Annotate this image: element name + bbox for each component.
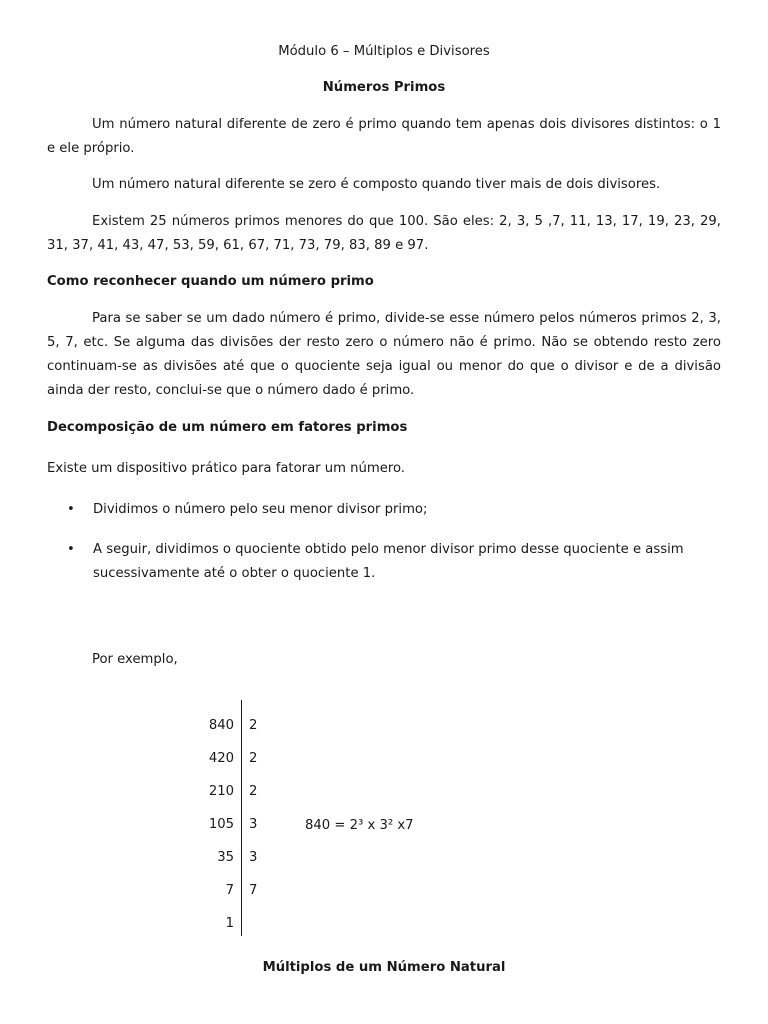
primes-list-paragraph: Existem 25 números primos menores do que 100. São eles: 2, 3, 5 ,7, 11, 13, 17, 19, 23, 29, 31, 37, 41, 43, 47, 53, 59, 61, 67, 71, 73, 79, 83, 89 e 97. [47,214,721,253]
decomposition-intro: Existe um dispositivo prático para fatorar um número. [47,461,406,476]
factor-row-number: 840 [208,718,234,733]
bullet-icon: • [67,542,75,557]
factor-row [142,714,342,738]
list-item-text: A seguir, dividimos o quociente obtido pelo menor divisor primo desse quociente e assim sucessivamente até o obter o quociente 1. [93,542,684,581]
factor-row-number: 35 [217,850,234,865]
factor-row-number: 420 [208,751,234,766]
factor-row-divisor: 2 [249,751,258,766]
list-item [47,538,721,586]
list-item [47,498,721,522]
factor-row-number: 105 [208,817,234,832]
factor-row-number: 1 [225,916,234,931]
factor-row [142,912,342,936]
factor-row [142,879,342,903]
factor-row [142,846,342,870]
factor-row-divisor: 2 [249,784,258,799]
composite-definition-paragraph: Um número natural diferente se zero é composto quando tiver mais de dois divisores. [92,177,661,192]
bullet-icon: • [67,502,75,517]
factor-row-number: 210 [208,784,234,799]
module-title: Módulo 6 – Múltiplos e Divisores [278,44,490,59]
factor-row-number: 7 [225,883,234,898]
list-item-text: Dividimos o número pelo seu menor divisor primo; [93,502,428,517]
factor-row-divisor: 3 [249,817,258,832]
section-title: Números Primos [322,80,446,95]
recognize-prime-heading: Como reconhecer quando um número primo [47,274,374,289]
factor-row-divisor: 3 [249,850,258,865]
next-section-title: Múltiplos de um Número Natural [262,960,506,975]
recognize-prime-paragraph: Para se saber se um dado número é primo, divide-se esse número pelos números primos 2, 3, 5, 7, etc. Se alguma das divisões der resto zero o número não é primo. Não se obtendo resto zero continuam-se as divisões até que o quociente seja igual ou menor do que o divisor e de a divisão ainda der resto, conclui-se que o número dado é primo. [47,311,721,398]
factor-row-divisor: 2 [249,718,258,733]
factor-row-divisor: 7 [249,883,258,898]
decomposition-steps-list [47,498,721,586]
factorization-equation: 840 = 2³ x 3² x7 [305,818,414,833]
factor-row [142,780,342,804]
example-label: Por exemplo, [92,652,178,667]
decomposition-heading: Decomposição de um número em fatores primos [47,420,408,435]
prime-definition-paragraph: Um número natural diferente de zero é primo quando tem apenas dois divisores distintos: o 1 e ele próprio. [47,117,721,156]
factor-row [142,747,342,771]
